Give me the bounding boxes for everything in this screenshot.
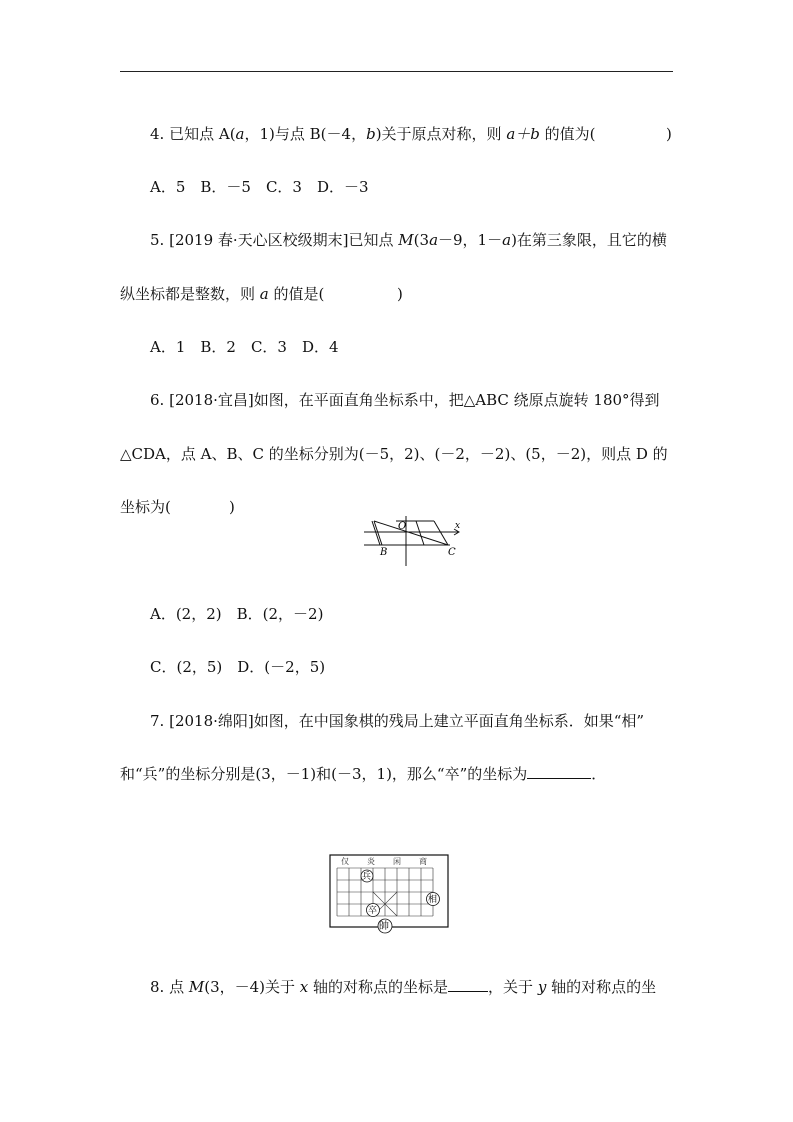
q5-stem-line2: 纵坐标都是整数，则 a 的值是(: [120, 285, 325, 303]
q6-label-x: x: [455, 521, 461, 531]
q6-options-line2: C．(2，5) D．(－2，5): [150, 658, 326, 676]
q6-label-origin: O: [398, 521, 407, 532]
q7-piece-shuai-label: 帥: [379, 921, 389, 932]
q6-edge-c-left: [374, 521, 448, 545]
q5-number: 5.: [150, 231, 165, 249]
q6-stem-line2: △CDA，点 A、B、C 的坐标分别为(－5，2)、(－2，－2)、(5，－2)，则点 D 的: [120, 445, 668, 463]
q6-stem-line1: 6. [2018·宜昌]如图，在平面直角坐标系中，把△ABC 绕原点旋转 180°得到: [150, 391, 660, 409]
q6-coordinate-figure: [360, 516, 464, 566]
q5-options: A．1 B．2 C．3 D．4: [150, 338, 339, 356]
q7-stem-line2: 和“兵”的坐标分别是(3，－1)和(－3，1)，那么“卒”的坐标为 ．: [120, 765, 607, 783]
q7-top-glyph-4: 商: [419, 857, 427, 866]
q7-piece-bing-label: 兵: [362, 872, 372, 882]
q7-top-glyph-2: 炎: [367, 857, 375, 866]
q5-source: [2019 春·天心区校级期末]: [169, 231, 349, 249]
q5-stem-line1: 5. [2019 春·天心区校级期末]已知点 M(3a－9，1－a)在第三象限，且它的横: [150, 231, 667, 249]
q4-stem: 4. 已知点 A(a，1)与点 B(－4，b)关于原点对称，则 a＋b 的值为(: [150, 125, 596, 143]
q7-top-glyph-1: 仅: [341, 857, 349, 866]
q6-edge-mid: [416, 521, 424, 545]
q8-stem: 8. 点 M(3，－4)关于 x 轴的对称点的坐标是 ，关于 y 轴的对称点的坐: [150, 978, 657, 996]
q7-stem-line1: 7. [2018·绵阳]如图，在中国象棋的残局上建立平面直角坐标系．如果“相”: [150, 712, 645, 730]
q6-stem-line3: 坐标为(: [120, 498, 171, 516]
q7-chess-board-figure: [329, 854, 449, 938]
q6-label-c: C: [448, 547, 456, 558]
header-rule: [120, 71, 673, 72]
q6-number: 6.: [150, 391, 165, 409]
q6-edge-a-b: [372, 521, 380, 545]
q6-answer-close: ): [229, 498, 235, 516]
q7-top-glyph-3: 闲: [393, 857, 401, 866]
q6-edge-b-left: [374, 521, 382, 545]
q7-piece-xiang-label: 相: [428, 895, 438, 905]
q7-answer-blank: [527, 764, 591, 779]
q8-answer-blank-1: [448, 977, 488, 992]
q5-answer-close: ): [397, 285, 403, 303]
q4-answer-close: ): [666, 125, 672, 143]
q7-number: 7.: [150, 712, 165, 730]
q4-number: 4.: [150, 125, 165, 143]
q7-piece-zu-label: 卒: [368, 906, 378, 916]
q4-options: A．5 B．－5 C．3 D．－3: [150, 178, 369, 196]
q8-number: 8.: [150, 978, 165, 996]
q6-options-line1: A．(2，2) B．(2，－2): [150, 605, 324, 623]
q6-label-b: B: [380, 547, 388, 558]
